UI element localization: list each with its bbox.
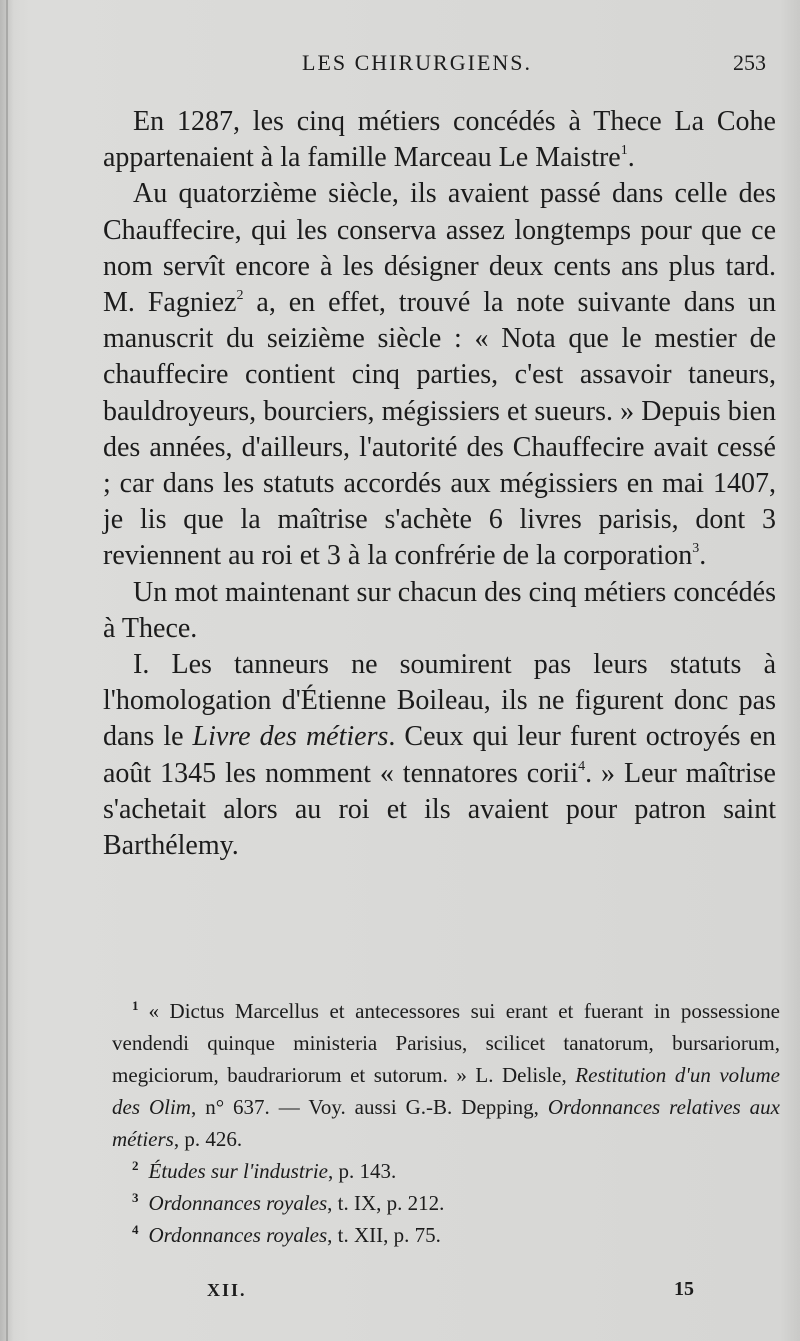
running-head xyxy=(100,50,766,80)
text-run: Au quatorzième siècle, ils avaient passé dans celle des Chauffecire, qui les conserva assez longtemps pour que ce nom servît encore à les désigner deux cents ans plus tard. M. Fagniez xyxy=(103,178,776,319)
paragraph xyxy=(103,647,776,864)
body-text xyxy=(103,104,776,864)
footnote xyxy=(112,1219,780,1251)
italic-title: Ordonnances relatives aux métiers xyxy=(112,1095,780,1151)
text-run: « Dictus Marcellus et antecessores sui erant et fuerant in possessione vendendi quinque ministeria Parisius, scilicet tanatorum, bursariorum, megiciorum, baudrariorum et sutorum. » L. Delisle, xyxy=(112,999,780,1087)
signature-mark: XII. xyxy=(207,1280,247,1300)
italic-title: Ordonnances royales xyxy=(148,1223,328,1247)
paragraph xyxy=(103,176,776,574)
text-run: , p. 143. xyxy=(328,1159,397,1183)
text-run: a, en effet, trouvé la note suivante dans un manuscrit du seizième siècle : « Nota que le mestier de chauffecire contient cinq parties, c'est assavoir taneurs, bauldroyeurs, bourciers, mégissiers et sueurs. » Depuis bien des années, d'ailleurs, l'autorité des Chauffecire avait cessé ; car dans les statuts accordés aux mégissiers en mai 1407, je lis que la maîtrise s'achète 6 livres parisis, dont 3 reviennent au roi et 3 à la confrérie de la corporation xyxy=(103,287,777,572)
text-run: . xyxy=(627,142,635,174)
footnote-reference: 3 xyxy=(692,541,700,557)
paragraph xyxy=(103,575,776,647)
text-run: , p. 426. xyxy=(173,1127,243,1151)
text-run: . xyxy=(699,540,707,572)
page-fold-shadow xyxy=(6,0,8,1341)
text-run: Un mot maintenant sur chacun des cinq métiers concédés à Thece. xyxy=(103,576,776,644)
footnote xyxy=(112,1187,780,1219)
text-run: . » Leur maîtrise s'achetait alors au roi et ils avaient pour patron saint Barthélemy. xyxy=(103,757,776,862)
footnote-reference: 1 xyxy=(620,143,628,159)
page-number: 253 xyxy=(733,50,766,75)
running-title: LES CHIRURGIENS. xyxy=(302,50,533,75)
text-run: , n° 637. — Voy. aussi G.-B. Depping, xyxy=(190,1095,548,1119)
footnotes xyxy=(112,995,780,1251)
footnote-number: 4 xyxy=(132,1222,139,1237)
text-run: En 1287, les cinq métiers concédés à Thece La Cohe appartenaient à la famille Marceau Le Maistre xyxy=(103,106,776,174)
paragraph xyxy=(103,104,776,176)
footnote xyxy=(112,995,780,1155)
footnote-reference: 2 xyxy=(236,288,244,304)
sheet-number: 15 xyxy=(674,1278,694,1300)
italic-title: Restitution d'un volume des Olim xyxy=(112,1063,780,1119)
footnote-number: 2 xyxy=(132,1158,139,1173)
footnote xyxy=(112,1155,780,1187)
footnote-number: 3 xyxy=(132,1190,139,1205)
italic-title: Livre des métiers xyxy=(192,721,389,753)
italic-title: Études sur l'industrie xyxy=(148,1159,328,1183)
text-run: . Ceux qui leur furent octroyés en août 1345 les nomment « tennatores corii xyxy=(103,721,776,789)
footnote-number: 1 xyxy=(132,998,139,1013)
text-run: I. Les tanneurs ne soumirent pas leurs statuts à l'homologation d'Étienne Boileau, ils ne figurent donc pas dans le xyxy=(103,649,776,753)
italic-title: Ordonnances royales xyxy=(148,1191,328,1215)
text-run: , t. IX, p. 212. xyxy=(327,1191,445,1215)
text-run: , t. XII, p. 75. xyxy=(327,1223,441,1247)
footnote-reference: 4 xyxy=(578,758,586,774)
